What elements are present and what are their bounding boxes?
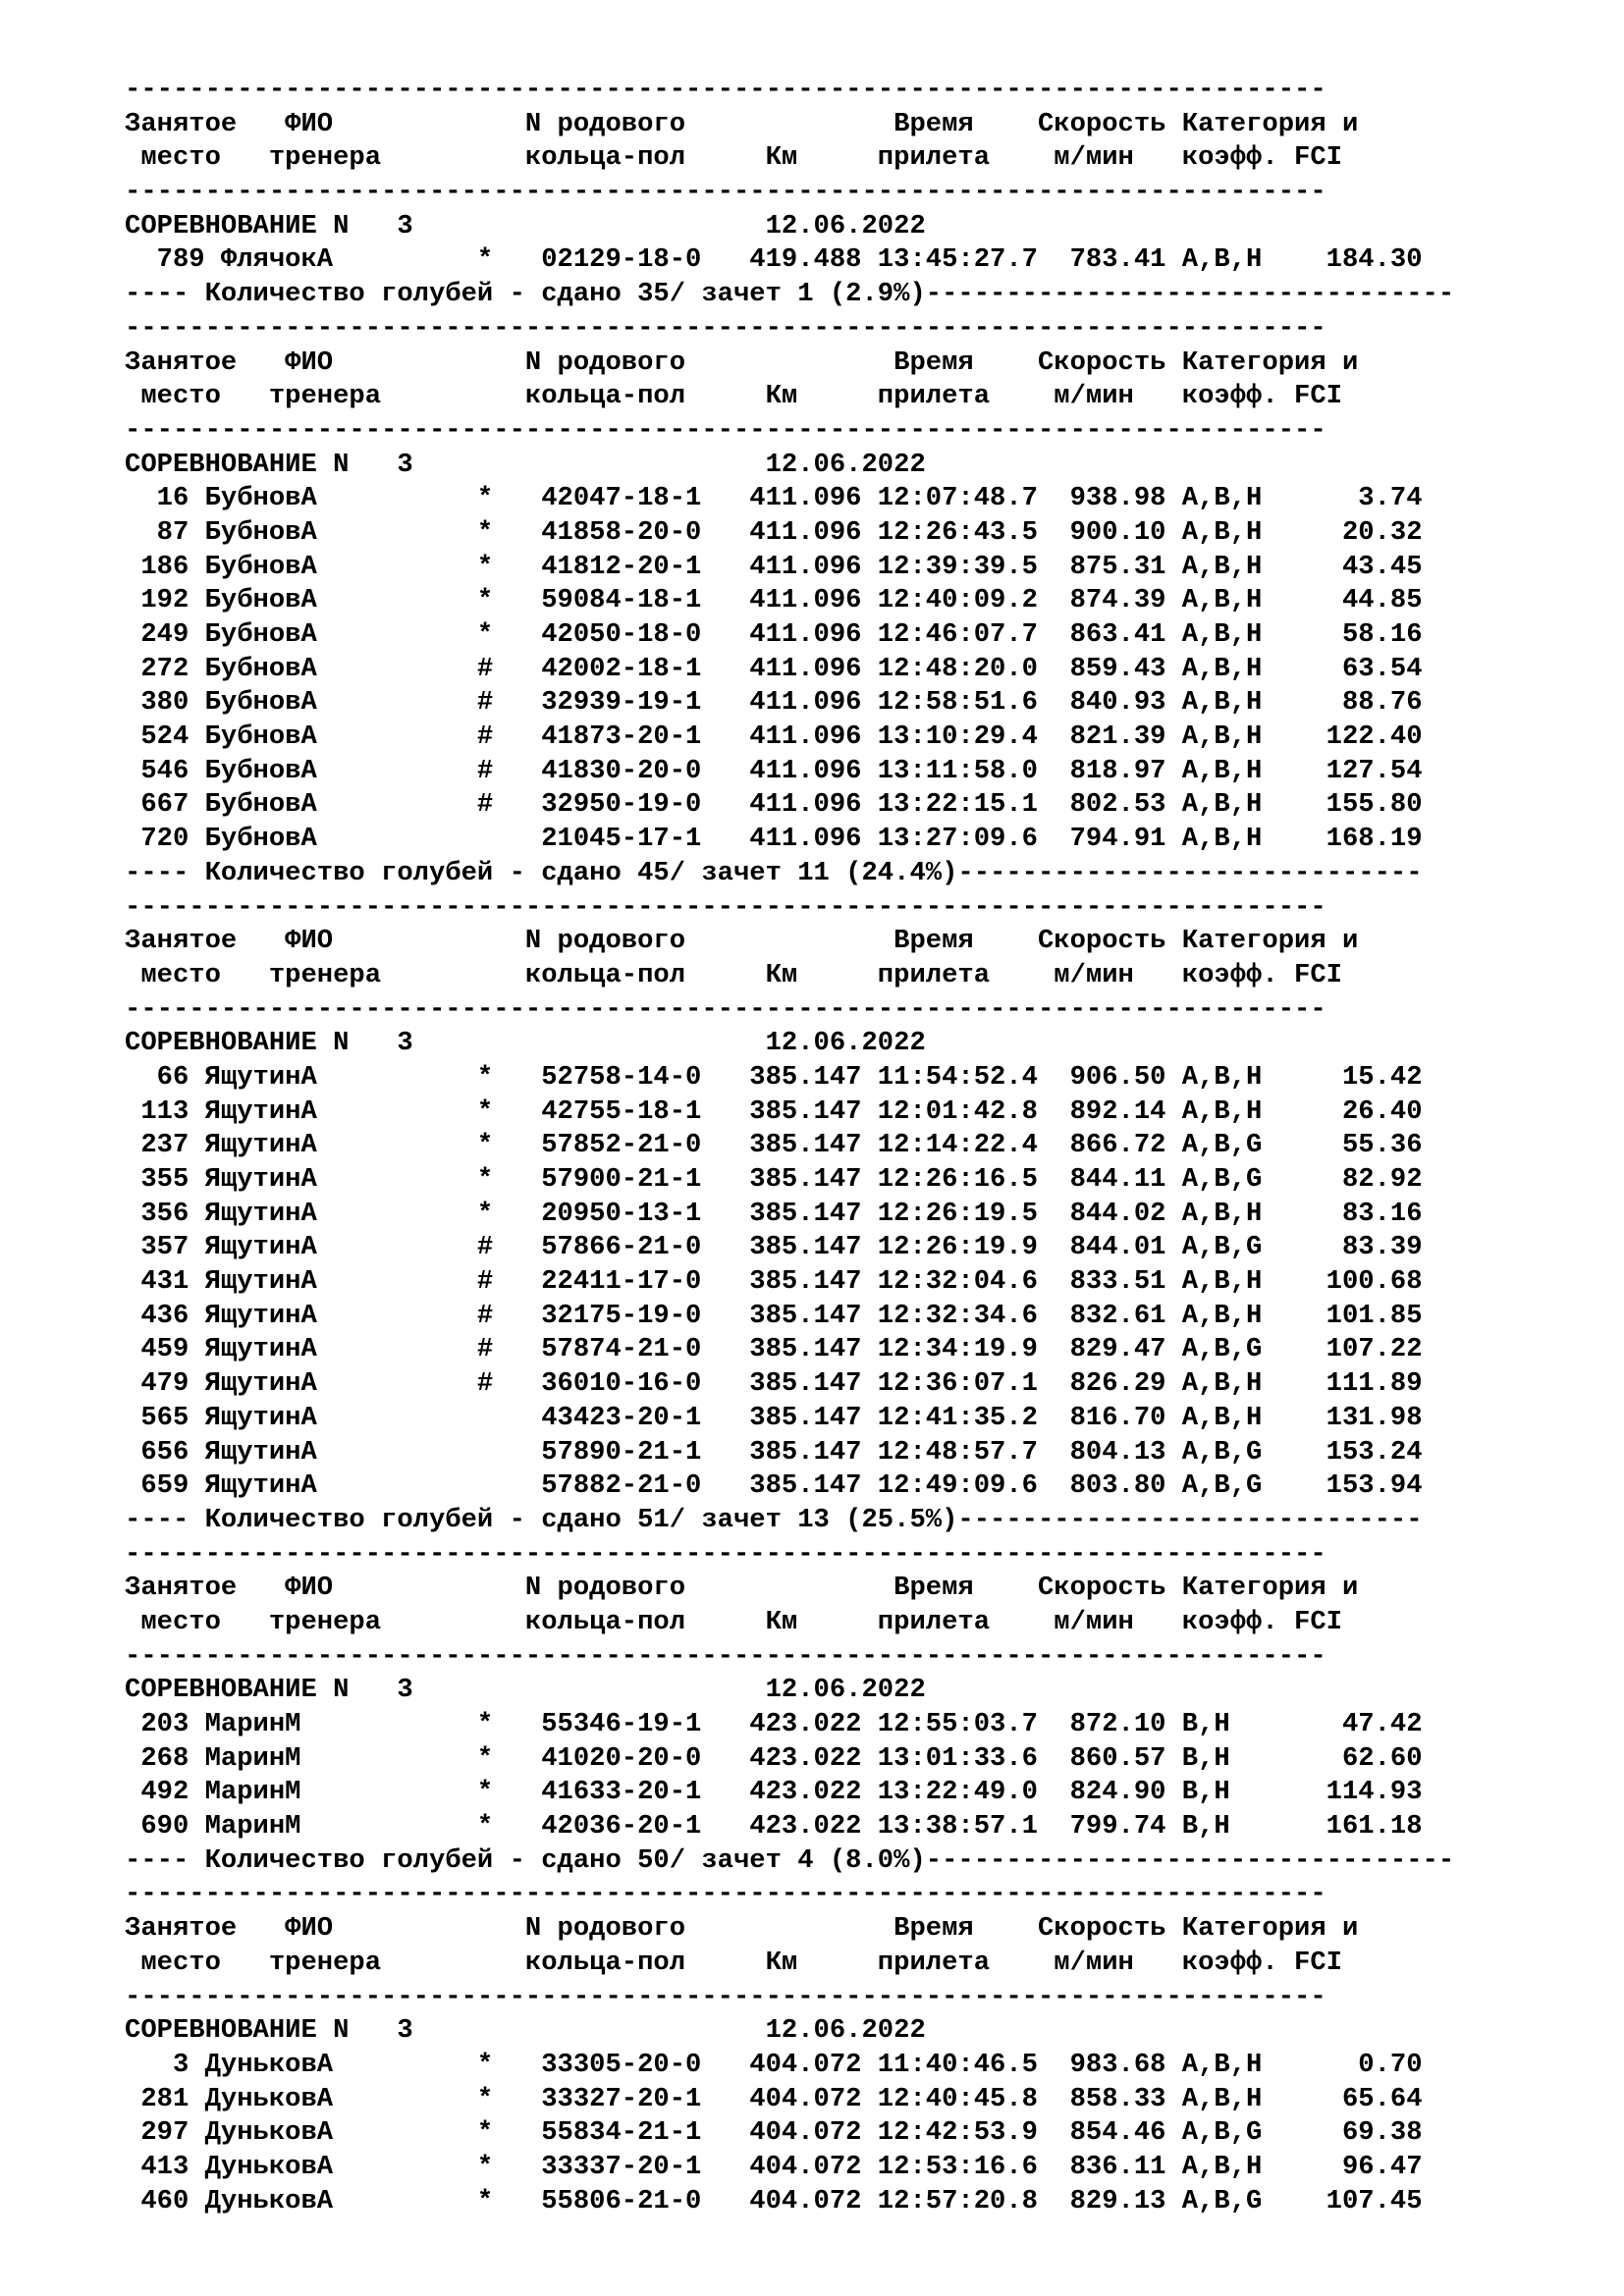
result-row: 66 ЯщутинА * 52758-14-0 385.147 11:54:52.4 906.50 A,B,H 15.42 <box>125 1061 1423 1093</box>
summary-line: ---- Количество голубей - сдано 35/ зачет 1 (2.9%)--------------------------------- <box>125 279 1455 310</box>
column-header-line-1: Занятое ФИО N родового Время Скорость Категория и <box>125 347 1359 378</box>
competition-line: СОРЕВНОВАНИЕ N 3 12.06.2022 <box>125 210 926 241</box>
column-header-line-1: Занятое ФИО N родового Время Скорость Категория и <box>125 108 1359 139</box>
result-row: 16 БубновА * 42047-18-1 411.096 12:07:48.7 938.98 A,B,H 3.74 <box>125 483 1423 514</box>
summary-line: ---- Количество голубей - сдано 45/ зачет 11 (24.4%)----------------------------- <box>125 857 1423 888</box>
column-header-line-2: место тренера кольца-пол Км прилета м/мин коэфф. FCI <box>125 1606 1342 1637</box>
summary-line: ---- Количество голубей - сдано 51/ зачет 13 (25.5%)----------------------------- <box>125 1504 1423 1535</box>
column-header-line-1: Занятое ФИО N родового Время Скорость Категория и <box>125 1913 1359 1945</box>
separator-line: --------------------------------------------------------------------------- <box>125 1538 1326 1570</box>
result-row: 413 ДуньковА * 33337-20-1 404.072 12:53:16.6 836.11 A,B,H 96.47 <box>125 2151 1423 2182</box>
result-row: 720 БубновА 21045-17-1 411.096 13:27:09.6 794.91 A,B,H 168.19 <box>125 824 1423 855</box>
result-row: 459 ЯщутинА # 57874-21-0 385.147 12:34:19.9 829.47 A,B,G 107.22 <box>125 1334 1423 1365</box>
column-header-line-2: место тренера кольца-пол Км прилета м/мин коэфф. FCI <box>125 142 1342 174</box>
result-row: 272 БубновА # 42002-18-1 411.096 12:48:20.0 859.43 A,B,H 63.54 <box>125 653 1423 684</box>
result-row: 565 ЯщутинА 43423-20-1 385.147 12:41:35.2 816.70 A,B,H 131.98 <box>125 1402 1423 1433</box>
result-row: 690 МаринМ * 42036-20-1 423.022 13:38:57.1 799.74 B,H 161.18 <box>125 1811 1423 1842</box>
result-row: 186 БубновА * 41812-20-1 411.096 12:39:39.5 875.31 A,B,H 43.45 <box>125 551 1423 582</box>
column-header-line-1: Занятое ФИО N родового Время Скорость Категория и <box>125 926 1359 957</box>
summary-line: ---- Количество голубей - сдано 50/ зачет 4 (8.0%)--------------------------------- <box>125 1844 1455 1876</box>
result-row: 546 БубновА # 41830-20-0 411.096 13:11:58.0 818.97 A,B,H 127.54 <box>125 755 1423 786</box>
separator-line: --------------------------------------------------------------------------- <box>125 1879 1326 1910</box>
result-row: 380 БубновА # 32939-19-1 411.096 12:58:51.6 840.93 A,B,H 88.76 <box>125 687 1423 719</box>
column-header-line-1: Занятое ФИО N родового Время Скорость Категория и <box>125 1573 1359 1604</box>
separator-line: --------------------------------------------------------------------------- <box>125 1981 1326 2012</box>
result-row: 524 БубновА # 41873-20-1 411.096 13:10:29.4 821.39 A,B,H 122.40 <box>125 721 1423 753</box>
result-row: 492 МаринМ * 41633-20-1 423.022 13:22:49.0 824.90 B,H 114.93 <box>125 1777 1423 1808</box>
separator-line: --------------------------------------------------------------------------- <box>125 312 1326 344</box>
result-row: 659 ЯщутинА 57882-21-0 385.147 12:49:09.6 803.80 A,B,G 153.94 <box>125 1470 1423 1502</box>
result-row: 237 ЯщутинА * 57852-21-0 385.147 12:14:22.4 866.72 A,B,G 55.36 <box>125 1130 1423 1161</box>
results-report <box>125 74 1597 2218</box>
column-header-line-2: место тренера кольца-пол Км прилета м/мин коэфф. FCI <box>125 381 1342 412</box>
column-header-line-2: место тренера кольца-пол Км прилета м/мин коэфф. FCI <box>125 1947 1342 1978</box>
result-row: 356 ЯщутинА * 20950-13-1 385.147 12:26:19.5 844.02 A,B,H 83.16 <box>125 1198 1423 1229</box>
competition-line: СОРЕВНОВАНИЕ N 3 12.06.2022 <box>125 2015 926 2047</box>
competition-line: СОРЕВНОВАНИЕ N 3 12.06.2022 <box>125 449 926 480</box>
competition-line: СОРЕВНОВАНИЕ N 3 12.06.2022 <box>125 1675 926 1706</box>
result-row: 656 ЯщутинА 57890-21-1 385.147 12:48:57.7 804.13 A,B,G 153.24 <box>125 1436 1423 1468</box>
result-row: 3 ДуньковА * 33305-20-0 404.072 11:40:46.5 983.68 A,B,H 0.70 <box>125 2049 1423 2080</box>
result-row: 357 ЯщутинА # 57866-21-0 385.147 12:26:19.9 844.01 A,B,G 83.39 <box>125 1232 1423 1263</box>
result-row: 479 ЯщутинА # 36010-16-0 385.147 12:36:07.1 826.29 A,B,H 111.89 <box>125 1368 1423 1400</box>
result-row: 249 БубновА * 42050-18-0 411.096 12:46:07.7 863.41 A,B,H 58.16 <box>125 619 1423 650</box>
separator-line: --------------------------------------------------------------------------- <box>125 177 1326 208</box>
result-row: 297 ДуньковА * 55834-21-1 404.072 12:42:53.9 854.46 A,B,G 69.38 <box>125 2117 1423 2149</box>
separator-line: --------------------------------------------------------------------------- <box>125 993 1326 1025</box>
result-row: 203 МаринМ * 55346-19-1 423.022 12:55:03.7 872.10 B,H 47.42 <box>125 1709 1423 1739</box>
result-row: 192 БубновА * 59084-18-1 411.096 12:40:09.2 874.39 A,B,H 44.85 <box>125 585 1423 616</box>
separator-line: --------------------------------------------------------------------------- <box>125 891 1326 923</box>
competition-line: СОРЕВНОВАНИЕ N 3 12.06.2022 <box>125 1028 926 1059</box>
separator-line: --------------------------------------------------------------------------- <box>125 75 1326 105</box>
separator-line: --------------------------------------------------------------------------- <box>125 414 1326 446</box>
result-row: 460 ДуньковА * 55806-21-0 404.072 12:57:20.8 829.13 A,B,G 107.45 <box>125 2185 1423 2216</box>
result-row: 431 ЯщутинА # 22411-17-0 385.147 12:32:04.6 833.51 A,B,H 100.68 <box>125 1266 1423 1298</box>
result-row: 268 МаринМ * 41020-20-0 423.022 13:01:33.6 860.57 B,H 62.60 <box>125 1742 1423 1774</box>
column-header-line-2: место тренера кольца-пол Км прилета м/мин коэфф. FCI <box>125 959 1342 990</box>
result-row: 87 БубновА * 41858-20-0 411.096 12:26:43.5 900.10 A,B,H 20.32 <box>125 516 1423 548</box>
result-row: 355 ЯщутинА * 57900-21-1 385.147 12:26:16.5 844.11 A,B,G 82.92 <box>125 1164 1423 1195</box>
result-row: 789 ФлячокА * 02129-18-0 419.488 13:45:27.7 783.41 A,B,H 184.30 <box>125 244 1423 276</box>
separator-line: --------------------------------------------------------------------------- <box>125 1640 1326 1672</box>
result-row: 113 ЯщутинА * 42755-18-1 385.147 12:01:42.8 892.14 A,B,H 26.40 <box>125 1095 1423 1127</box>
result-row: 281 ДуньковА * 33327-20-1 404.072 12:40:45.8 858.33 A,B,H 65.64 <box>125 2083 1423 2114</box>
result-row: 436 ЯщутинА # 32175-19-0 385.147 12:32:34.6 832.61 A,B,H 101.85 <box>125 1300 1423 1331</box>
result-row: 667 БубновА # 32950-19-0 411.096 13:22:15.1 802.53 A,B,H 155.80 <box>125 789 1423 821</box>
